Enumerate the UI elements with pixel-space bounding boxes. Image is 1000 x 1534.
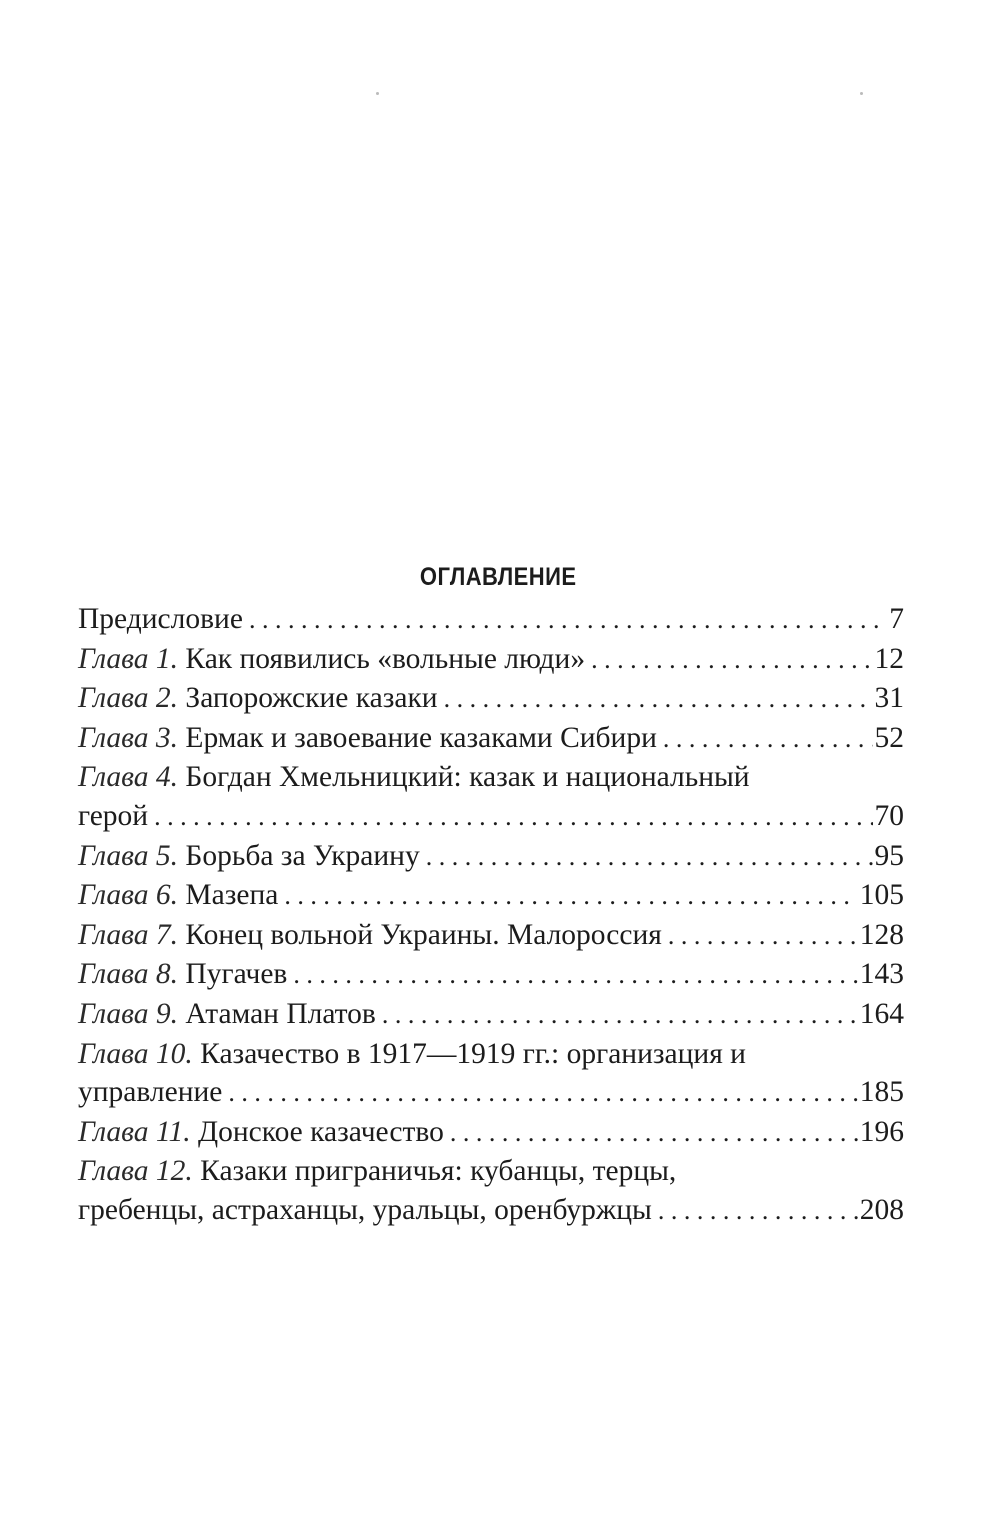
page-number: 70 <box>874 799 904 832</box>
chapter-label: Глава 12. <box>78 1155 193 1188</box>
toc-entry-preface[interactable] <box>78 600 904 640</box>
dot-leader <box>228 1074 857 1113</box>
dot-leader <box>663 720 873 759</box>
toc-line <box>78 1073 904 1113</box>
chapter-label: Глава 4. <box>78 761 179 794</box>
chapter-label: Глава 6. <box>78 879 179 912</box>
toc-line <box>78 1035 904 1074</box>
page-number: 31 <box>874 682 904 715</box>
chapter-label: Глава 11. <box>78 1115 191 1148</box>
entry-title: Ермак и завоевание казаками Сибири <box>185 721 657 754</box>
toc-line <box>78 758 904 797</box>
toc-line <box>78 837 904 877</box>
entry-title: Мазепа <box>185 879 279 912</box>
toc-line <box>78 797 904 837</box>
entry-title-continued: управление <box>78 1076 223 1109</box>
toc-line <box>78 600 904 640</box>
chapter-label: Глава 1. <box>78 642 179 675</box>
dot-leader <box>293 956 857 995</box>
toc-entry-chapter-10[interactable] <box>78 1035 904 1113</box>
dot-leader <box>450 1114 858 1153</box>
toc-entry-chapter-9[interactable] <box>78 995 904 1035</box>
dot-leader <box>426 838 873 877</box>
page-number: 52 <box>874 721 904 754</box>
toc-entry-chapter-11[interactable] <box>78 1113 904 1153</box>
chapter-label: Глава 10. <box>78 1037 193 1070</box>
entry-title: Атаман Платов <box>185 997 376 1030</box>
toc-entry-chapter-7[interactable] <box>78 916 904 956</box>
toc-entry-chapter-6[interactable] <box>78 876 904 916</box>
toc-line <box>78 1191 904 1231</box>
chapter-label: Глава 3. <box>78 721 179 754</box>
toc-line <box>78 955 904 995</box>
toc-line <box>78 679 904 719</box>
table-of-contents <box>78 600 904 1231</box>
toc-entry-chapter-8[interactable] <box>78 955 904 995</box>
entry-title: Предисловие <box>78 603 243 635</box>
entry-title: Запорожские казаки <box>185 682 438 715</box>
page-number: 95 <box>874 839 904 872</box>
toc-entry-chapter-4[interactable] <box>78 758 904 836</box>
page-number: 12 <box>874 642 904 675</box>
chapter-label: Глава 8. <box>78 958 179 991</box>
toc-line <box>78 995 904 1035</box>
entry-title-continued: герой <box>78 799 149 832</box>
page-title: ОГЛАВЛЕНИЕ <box>419 562 577 591</box>
chapter-label: Глава 2. <box>78 682 179 715</box>
page-number: 7 <box>889 603 904 635</box>
scan-speck <box>376 92 379 95</box>
toc-entry-chapter-12[interactable] <box>78 1152 904 1230</box>
page-number: 185 <box>859 1076 904 1109</box>
page-number: 164 <box>859 997 904 1030</box>
dot-leader <box>249 601 887 640</box>
chapter-label: Глава 5. <box>78 839 179 872</box>
dot-leader <box>591 641 872 680</box>
toc-entry-chapter-1[interactable] <box>78 640 904 680</box>
toc-entry-chapter-3[interactable] <box>78 719 904 759</box>
toc-line <box>78 916 904 956</box>
dot-leader <box>444 680 873 719</box>
scan-speck <box>860 92 863 95</box>
page-number: 208 <box>859 1193 904 1226</box>
entry-title: Конец вольной Украины. Малороссия <box>185 918 662 951</box>
chapter-label: Глава 7. <box>78 918 179 951</box>
dot-leader <box>382 996 858 1035</box>
toc-line <box>78 719 904 759</box>
dot-leader <box>668 917 858 956</box>
dot-leader <box>658 1192 858 1231</box>
entry-title: Донское казачество <box>197 1115 444 1148</box>
entry-title: Пугачев <box>185 958 288 991</box>
entry-title: Как появились «вольные люди» <box>185 642 586 675</box>
toc-entry-chapter-5[interactable] <box>78 837 904 877</box>
toc-line <box>78 640 904 680</box>
entry-title-continued: гребенцы, астраханцы, уральцы, оренбуржцы <box>78 1193 652 1226</box>
page-number: 143 <box>859 958 904 991</box>
entry-title: Богдан Хмельницкий: казак и национальный <box>185 761 750 794</box>
page-number: 196 <box>859 1115 904 1148</box>
dot-leader <box>154 798 872 837</box>
toc-line <box>78 1113 904 1153</box>
toc-entry-chapter-2[interactable] <box>78 679 904 719</box>
entry-title: Казаки приграничья: кубанцы, терцы, <box>200 1155 677 1188</box>
entry-title: Казачество в 1917—1919 гг.: организация и <box>200 1037 746 1070</box>
entry-title: Борьба за Украину <box>185 839 420 872</box>
page-number: 105 <box>859 879 904 912</box>
page-number: 128 <box>859 918 904 951</box>
toc-line <box>78 1152 904 1191</box>
chapter-label: Глава 9. <box>78 997 179 1030</box>
dot-leader <box>284 877 857 916</box>
toc-line <box>78 876 904 916</box>
